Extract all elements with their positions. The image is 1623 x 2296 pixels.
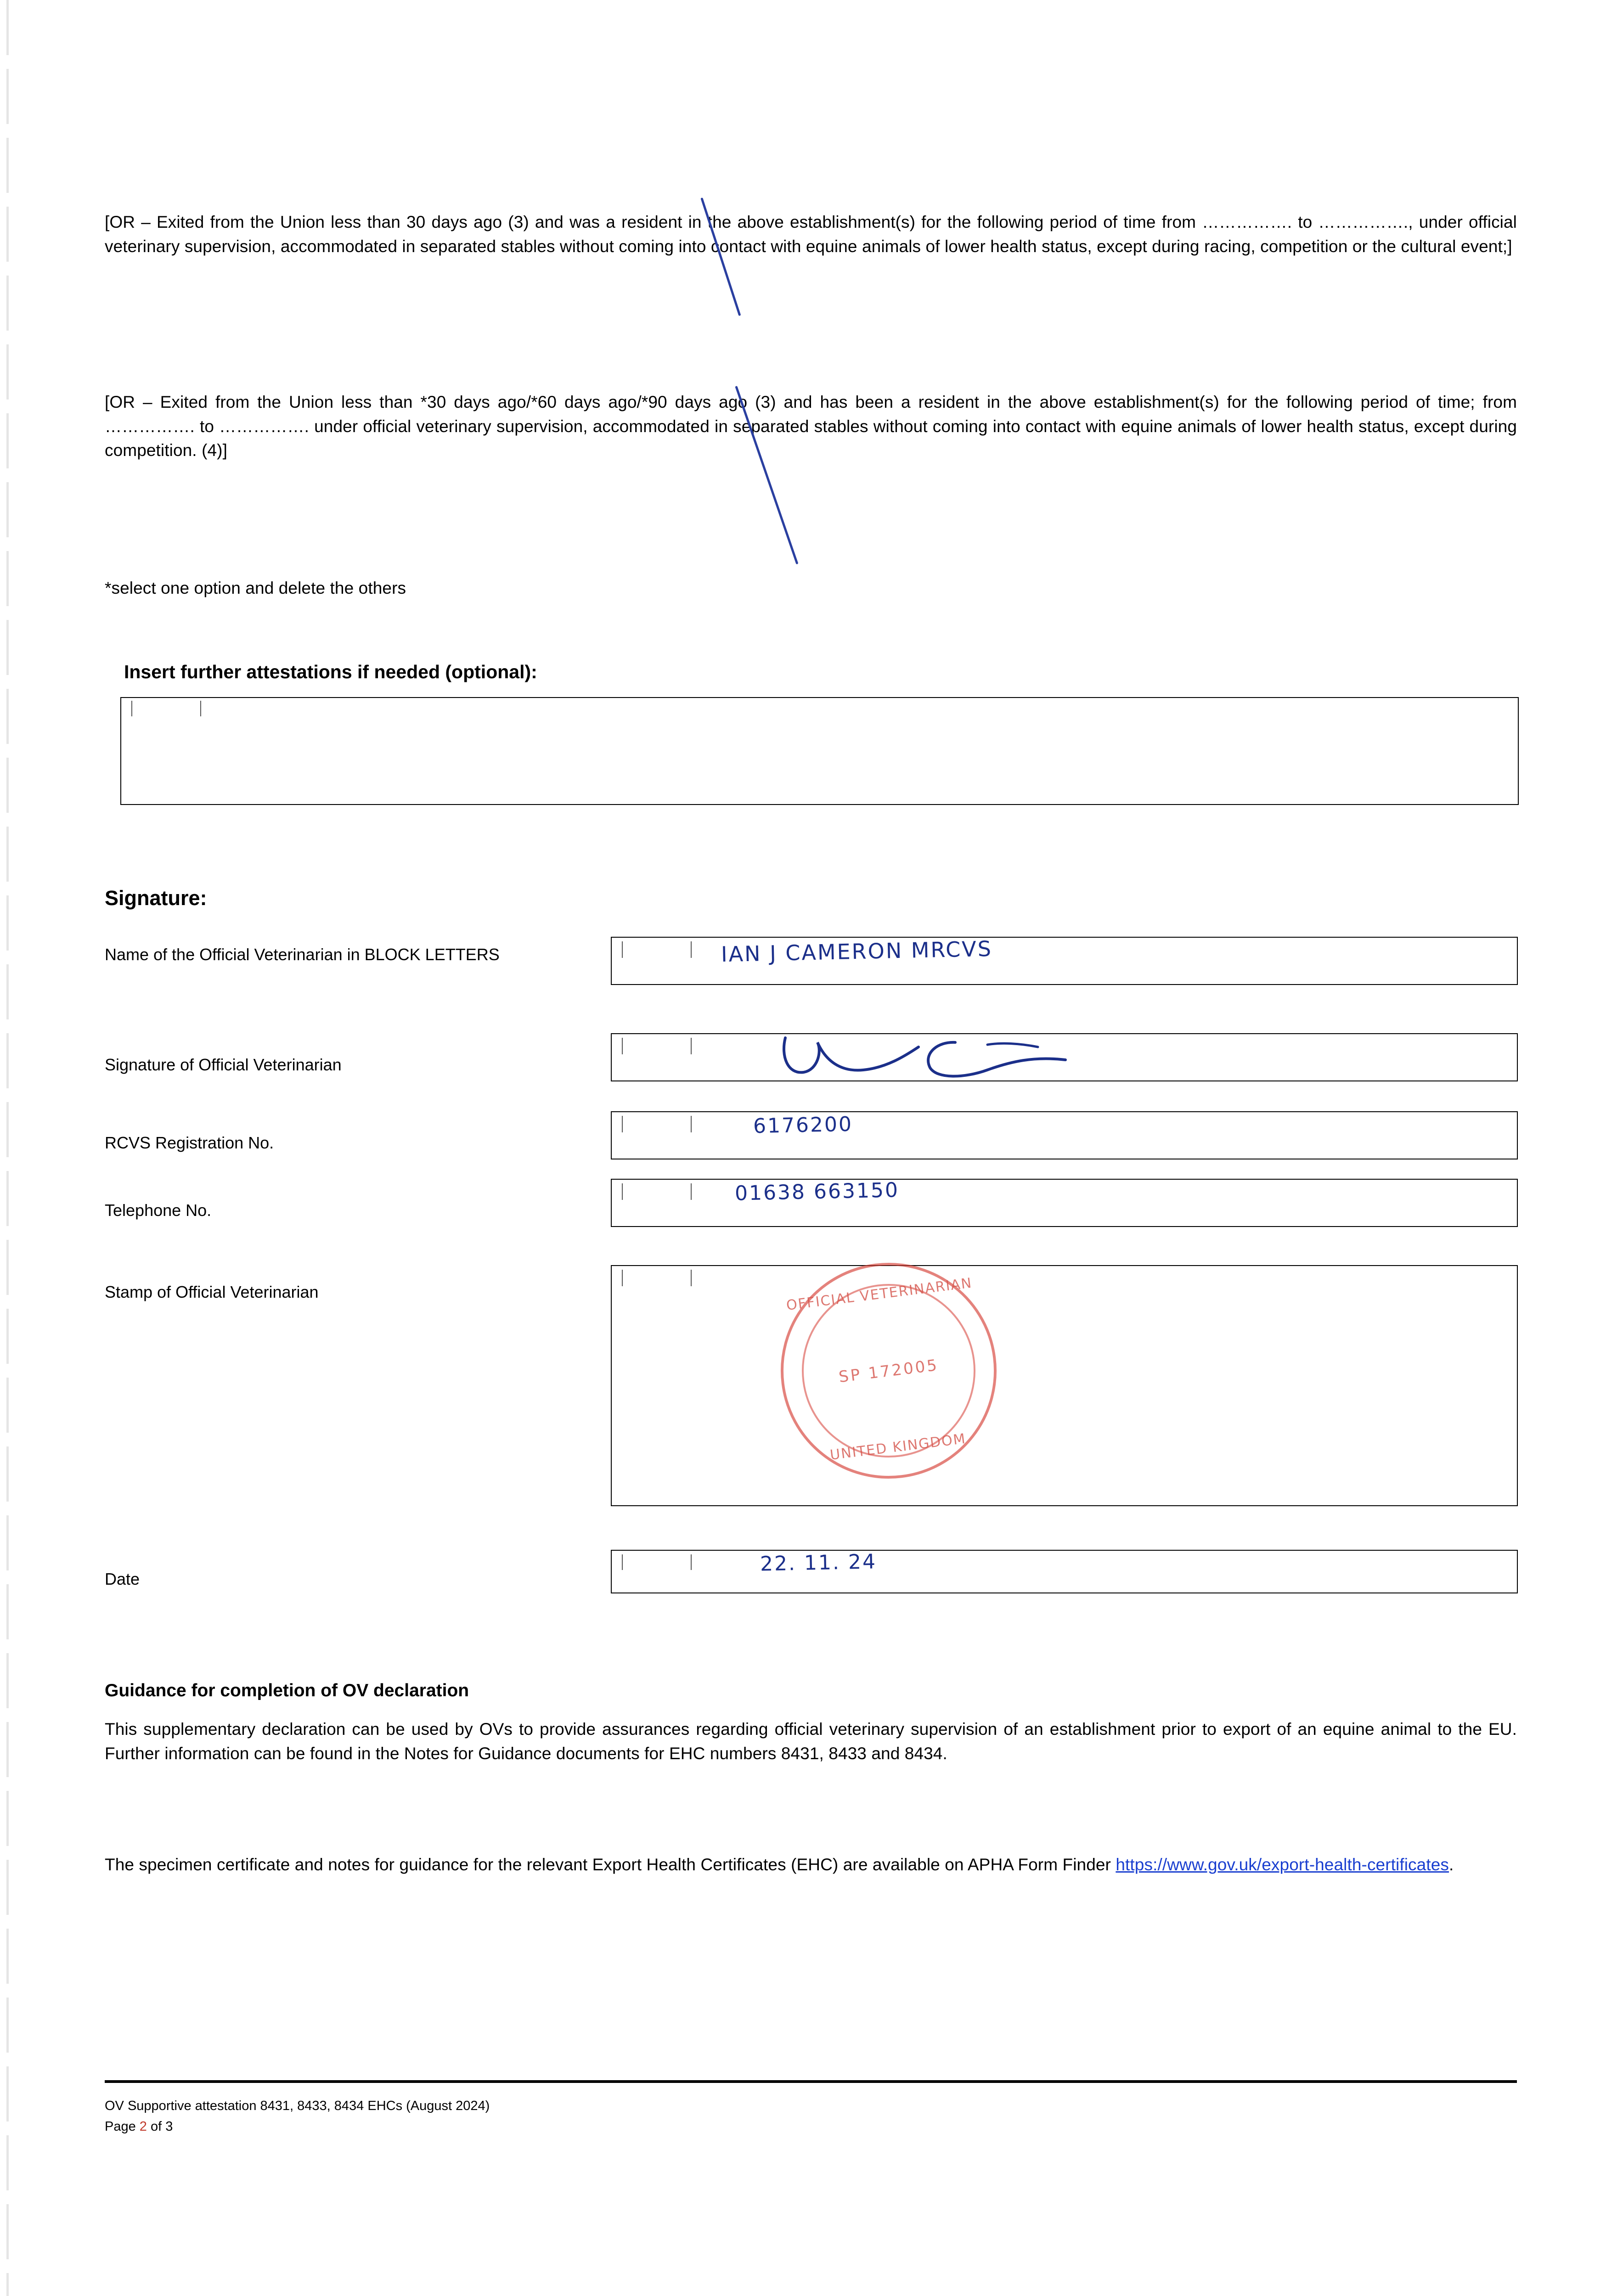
paragraph-text: [OR – Exited from the Union less than *30 days ago/*60 days ago/*90 days ago (3) and has been a resident in the above establishment(s) for the following period of time; from ……………. to ……………. under official veterinary supervision, accommodated in separated stables without coming into contact with equine animals of lower health status, except during competition. (4)]: [105, 393, 1517, 460]
apha-form-finder-link[interactable]: https://www.gov.uk/export-health-certificates: [1116, 1855, 1449, 1874]
input-rcvs-registration-no[interactable]: [611, 1111, 1518, 1159]
scan-edge-artifact: [6, 0, 9, 2296]
guidance-paragraph-1: [105, 1717, 1517, 1766]
box-tick-left: [622, 1270, 623, 1286]
guidance-paragraph-2-text: [105, 1853, 1517, 1877]
paragraph-or-exited-30-60-90-days: [105, 390, 1517, 463]
box-tick-right: [691, 1183, 692, 1200]
input-date[interactable]: [611, 1550, 1518, 1593]
box-tick-left: [622, 1038, 623, 1054]
guidance-paragraph-1-text: This supplementary declaration can be used by OVs to provide assurances regarding official veterinary supervision of an establishment prior to export of an equine animal to the EU. Further information can be found in the Notes for Guidance documents for EHC numbers 8431, 8433 and 8434.: [105, 1720, 1517, 1763]
footer-page-number: 2: [139, 2119, 147, 2134]
stamp-bottom-text: UNITED KINGDOM: [829, 1430, 967, 1463]
box-tick-right: [691, 941, 692, 958]
stamp-top-text: OFFICIAL VETERINARIAN: [785, 1275, 974, 1314]
handwriting-date-value: 22. 11. 24: [760, 1550, 877, 1576]
attestations-input-box[interactable]: [120, 697, 1519, 805]
box-tick-left: [131, 701, 132, 716]
guidance-paragraph-2: [105, 1853, 1517, 1877]
footer-divider: [105, 2080, 1517, 2083]
footer-line-1: OV Supportive attestation 8431, 8433, 8434 EHCs (August 2024): [105, 2099, 490, 2113]
input-stamp-of-official-veterinarian[interactable]: [611, 1265, 1518, 1506]
attestations-heading: Insert further attestations if needed (optional):: [124, 661, 537, 682]
paragraph-or-exited-30-days: [105, 210, 1517, 259]
guidance-text-after-link: .: [1448, 1855, 1454, 1874]
box-tick-left: [622, 1183, 623, 1200]
label-name-of-official-veterinarian: Name of the Official Veterinarian in BLOCK LETTERS: [105, 945, 500, 964]
box-tick-right: [691, 1116, 692, 1132]
stamp-middle-text: SP 172005: [838, 1356, 940, 1387]
box-tick-left: [622, 1116, 623, 1132]
label-signature-of-official-veterinarian: Signature of Official Veterinarian: [105, 1055, 342, 1074]
box-tick-left: [622, 1554, 623, 1570]
label-date: Date: [105, 1570, 140, 1588]
select-note-text: *select one option and delete the others: [105, 579, 406, 597]
box-tick-right: [200, 701, 201, 716]
label-rcvs-registration-no: RCVS Registration No.: [105, 1133, 274, 1152]
handwriting-name-value: IAN J CAMERON MRCVS: [721, 936, 993, 967]
select-one-option-note: [105, 576, 1517, 601]
handwriting-telephone-value: 01638 663150: [734, 1178, 900, 1205]
footer-page-prefix: Page: [105, 2119, 140, 2134]
label-stamp-of-official-veterinarian: Stamp of Official Veterinarian: [105, 1283, 319, 1301]
guidance-text-before-link: The specimen certificate and notes for guidance for the relevant Export Health Certificates (EHC) are available on APHA Form Finder: [105, 1855, 1116, 1874]
footer-page-suffix: of 3: [147, 2119, 173, 2134]
handwriting-rcvs-value: 6176200: [753, 1112, 853, 1138]
box-tick-right: [691, 1554, 692, 1570]
box-tick-right: [691, 1038, 692, 1054]
box-tick-left: [622, 941, 623, 958]
paragraph-text: [OR – Exited from the Union less than 30 days ago (3) and was a resident in the above establishment(s) for the following period of time from ……………. to ……………., under official veterinary supervision, accommodated in separated stables without coming into contact with equine animals of lower health status, except during racing, competition or the cultural event;]: [105, 213, 1517, 256]
label-telephone-no: Telephone No.: [105, 1201, 212, 1220]
box-tick-right: [691, 1270, 692, 1286]
guidance-title: Guidance for completion of OV declaration: [105, 1681, 469, 1700]
handwritten-signature-mark: [772, 1024, 1148, 1088]
footer-page-indicator: [105, 2117, 173, 2136]
signature-section-heading: Signature:: [105, 886, 207, 910]
